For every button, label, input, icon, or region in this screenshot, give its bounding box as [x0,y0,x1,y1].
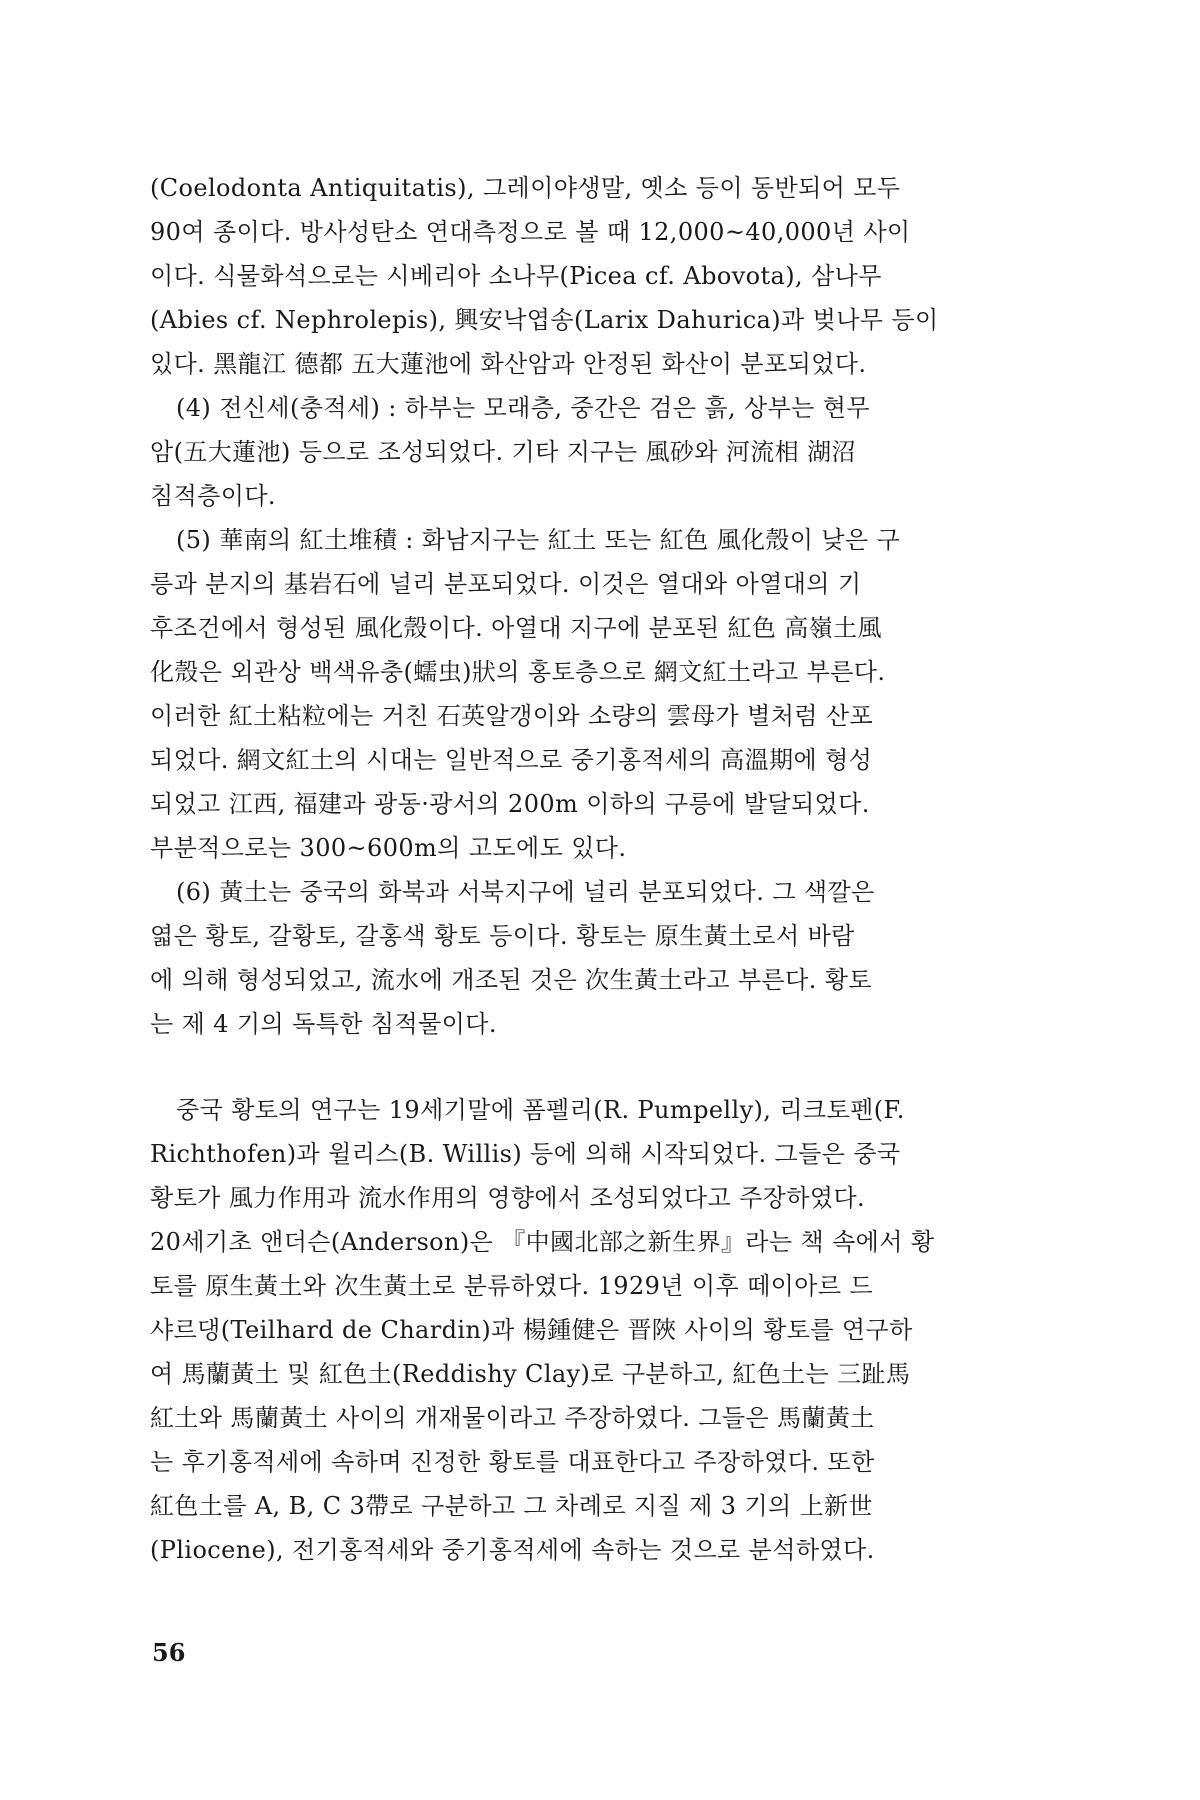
text-line: 20세기초 앤더슨(Anderson)은 『中國北部之新生界』라는 책 속에서 황 [150,1228,935,1256]
body-text-upper [150,166,1030,1046]
text-line: 침적층이다. [150,482,276,510]
text-line: (Coelodonta Antiquitatis), 그레이야생말, 옛소 등이 동반되어 모두 [150,174,901,202]
body-text-lower [150,1088,1030,1572]
text-line: (Abies cf. Nephrolepis), 興安낙엽송(Larix Dahurica)과 벚나무 등이 [150,306,939,334]
text-line: 샤르댕(Teilhard de Chardin)과 楊鍾健은 晋陜 사이의 황토를 연구하 [150,1316,913,1344]
text-line: 化殼은 외관상 백색유충(蠕虫)狀의 홍토층으로 網文紅土라고 부른다. [150,658,886,686]
text-line: 되었다. 網文紅土의 시대는 일반적으로 중기홍적세의 高溫期에 형성 [150,746,873,774]
section-heading-line: (6) 黃土는 중국의 화북과 서북지구에 널리 분포되었다. 그 색깔은 [176,878,875,906]
text-line: 紅土와 馬蘭黃土 사이의 개재물이라고 주장하였다. 그들은 馬蘭黃土 [150,1404,875,1432]
text-line: 되었고 江西, 福建과 광동·광서의 200m 이하의 구릉에 발달되었다. [150,790,870,818]
text-line: 이러한 紅土粘粒에는 거친 石英알갱이와 소량의 雲母가 별처럼 산포 [150,702,874,730]
text-line: Richthofen)과 윌리스(B. Willis) 등에 의해 시작되었다. 그들은 중국 [150,1140,901,1168]
text-line: 90여 종이다. 방사성탄소 연대측정으로 볼 때 12,000~40,000년 사이 [150,218,911,246]
text-line: 암(五大蓮池) 등으로 조성되었다. 기타 지구는 風砂와 河流相 湖沼 [150,438,856,466]
text-line: 는 제 4 기의 독특한 침적물이다. [150,1010,497,1038]
text-line: 는 후기홍적세에 속하며 진정한 황토를 대표한다고 주장하였다. 또한 [150,1448,875,1476]
paragraph-first-line: 중국 황토의 연구는 19세기말에 폼펠리(R. Pumpelly), 리크토펜(F. [176,1096,905,1124]
text-line: 황토가 風力作用과 流水作用의 영향에서 조성되었다고 주장하였다. [150,1184,866,1212]
text-line: 토를 原生黃土와 次生黃土로 분류하였다. 1929년 이후 떼이아르 드 [150,1272,874,1300]
section-heading-line: (4) 전신세(충적세) : 하부는 모래층, 중간은 검은 흙, 상부는 현무 [176,394,870,422]
text-line: 엷은 황토, 갈황토, 갈홍색 황토 등이다. 황토는 原生黃土로서 바람 [150,922,855,950]
text-line: 에 의해 형성되었고, 流水에 개조된 것은 次生黃土라고 부른다. 황토 [150,966,872,994]
text-line: 부분적으로는 300~600m의 고도에도 있다. [150,834,627,862]
text-line: 紅色土를 A, B, C 3帶로 구분하고 그 차례로 지질 제 3 기의 上新世 [150,1492,873,1520]
text-line: 여 馬蘭黃土 및 紅色土(Reddishy Clay)로 구분하고, 紅色土는 三趾馬 [150,1360,911,1388]
text-line: 후조건에서 형성된 風化殼이다. 아열대 지구에 분포된 紅色 高嶺土風 [150,614,882,642]
text-line: (Pliocene), 전기홍적세와 중기홍적세에 속하는 것으로 분석하였다. [150,1536,875,1564]
section-heading-line: (5) 華南의 紅土堆積 : 화남지구는 紅土 또는 紅色 風化殼이 낮은 구 [176,526,901,554]
text-line: 이다. 식물화석으로는 시베리아 소나무(Picea cf. Abovota), 삼나무 [150,262,882,290]
text-line: 릉과 분지의 基岩石에 널리 분포되었다. 이것은 열대와 아열대의 기 [150,570,862,598]
page-number: 56 [152,1638,186,1667]
text-line: 있다. 黑龍江 德都 五大蓮池에 화산암과 안정된 화산이 분포되었다. [150,350,867,378]
